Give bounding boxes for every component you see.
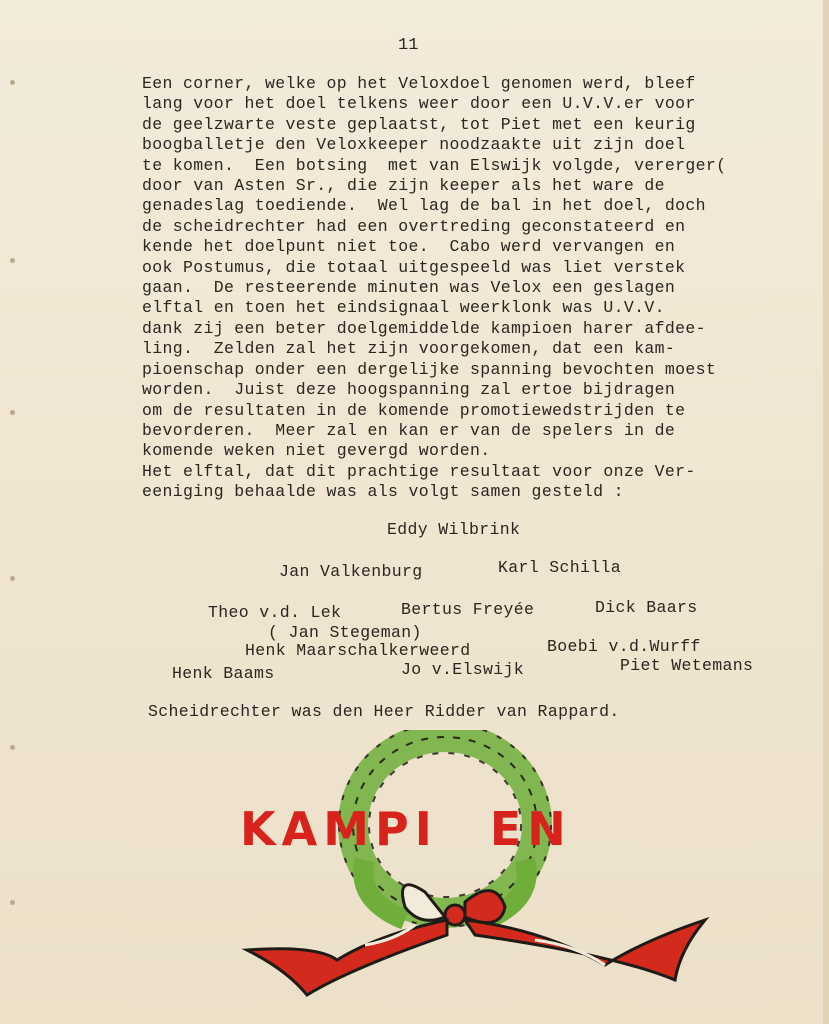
text-line: pioenschap onder een dergelijke spanning bevochten moest: [142, 359, 717, 379]
player-forward: Henk Baams: [172, 664, 275, 683]
text-line: elftal en toen het eindsignaal weerklonk was U.V.V.: [142, 298, 665, 318]
text-line: door van Asten Sr., die zijn keeper als het ware de: [142, 176, 665, 196]
player-forward: Boebi v.d.Wurff: [547, 637, 701, 656]
text-line: ook Postumus, die totaal uitgespeeld was liet verstek: [142, 257, 686, 277]
text-line: bevorderen. Meer zal en kan er van de spelers in de: [142, 420, 676, 440]
text-line: eeniging behaalde was als volgt samen gesteld :: [142, 482, 624, 502]
binder-hole: [10, 900, 15, 905]
player-half: Bertus Freyée: [401, 600, 535, 619]
player-back: Karl Schilla: [498, 558, 622, 577]
kampioen-lettering: [240, 802, 670, 856]
text-line: dank zij een beter doelgemiddelde kampioen harer afdee-: [142, 318, 706, 338]
player-forward: Henk Maarschalkerweerd: [245, 641, 471, 660]
player-half: Theo v.d. Lek: [208, 603, 342, 622]
match-report-paragraph: [142, 74, 822, 503]
text-line: te komen. Een botsing met van Elswijk volgde, vererger(: [142, 155, 727, 175]
kampioen-left: KAMPI: [240, 802, 438, 856]
text-line: Een corner, welke op het Veloxdoel genomen werd, bleef: [142, 74, 696, 93]
page-edge: [823, 0, 829, 1024]
text-line: Het elftal, dat dit prachtige resultaat voor onze Ver-: [142, 461, 696, 481]
text-line: de scheidrechter had een overtreding geconstateerd en: [142, 216, 686, 236]
text-line: lang voor het doel telkens weer door een U.V.V.er voor: [142, 94, 696, 114]
binder-hole: [10, 410, 15, 415]
text-line: de geelzwarte veste geplaatst, tot Piet met een keurig: [142, 114, 696, 134]
page-number: 11: [398, 36, 419, 55]
text-line: kende het doelpunt niet toe. Cabo werd vervangen en: [142, 237, 676, 257]
player-back: Jan Valkenburg: [279, 562, 423, 581]
player-substitute: ( Jan Stegeman): [268, 623, 422, 642]
text-line: worden. Juist deze hoogspanning zal ertoe bijdragen: [142, 380, 676, 400]
kampioen-right: EN: [489, 802, 572, 856]
text-line: om de resultaten in de komende promotiewedstrijden te: [142, 400, 686, 420]
player-half: Dick Baars: [595, 598, 698, 617]
referee-line: Scheidrechter was den Heer Ridder van Rappard.: [148, 702, 620, 721]
binder-hole: [10, 80, 15, 85]
ribbon-bow-icon: [247, 885, 705, 995]
binder-hole: [10, 745, 15, 750]
player-forward: Jo v.Elswijk: [401, 660, 525, 679]
player-keeper: Eddy Wilbrink: [387, 520, 521, 539]
text-line: komende weken niet gevergd worden.: [142, 441, 491, 461]
text-line: ling. Zelden zal het zijn voorgekomen, dat een kam-: [142, 339, 676, 359]
text-line: genadeslag toediende. Wel lag de bal in het doel, doch: [142, 196, 706, 216]
text-line: boogballetje den Veloxkeeper noodzaakte uit zijn doel: [142, 135, 686, 155]
player-forward: Piet Wetemans: [620, 656, 754, 675]
binder-hole: [10, 576, 15, 581]
laurel-wreath-illustration: [215, 730, 715, 1000]
binder-hole: [10, 258, 15, 263]
text-line: gaan. De resteerende minuten was Velox een geslagen: [142, 278, 676, 298]
